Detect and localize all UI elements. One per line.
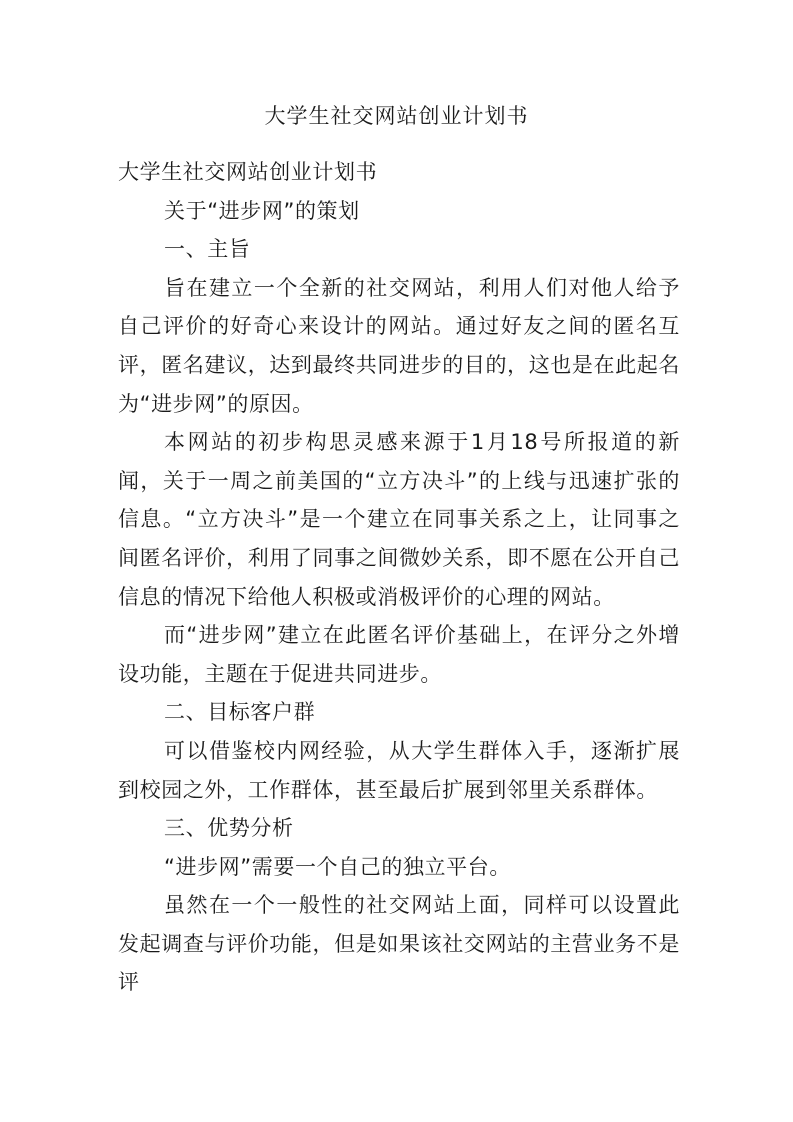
section-heading-target-customers: 二、目标客户群 [164,700,316,725]
section-heading-advantages: 三、优势分析 [164,816,294,841]
plan-heading: 关于“进步网”的策划 [164,198,360,223]
section-heading-purpose: 一、主旨 [164,237,251,262]
paragraph-target-customers: 可以借鉴校内网经验，从大学生群体入手，逐渐扩展到校园之外，工作群体，甚至最后扩展到邻里关系群体。 [118,738,680,802]
paragraph-inspiration: 本网站的初步构思灵感来源于1月18号所报道的新闻，关于一周之前美国的“立方决斗”的上线与迅速扩张的信息。“立方决斗”是一个建立在同事关系之上，让同事之间匿名评价，利用了同事之间微妙关系，即不愿在公开自己信息的情况下给他人积极或消极评价的心理的网站。 [118,430,680,609]
document-body [118,153,680,1002]
paragraph-purpose: 旨在建立一个全新的社交网站，利用人们对他人给予自己评价的好奇心来设计的网站。通过好友之间的匿名互评，匿名建议，达到最终共同进步的目的，这也是在此起名为“进步网”的原因。 [118,275,680,416]
paragraph-general-site: 虽然在一个一般性的社交网站上面，同样可以设置此发起调查与评价功能，但是如果该社交网站的主营业务不是评 [118,893,680,995]
paragraph-feature: 而“进步网”建立在此匿名评价基础上，在评分之外增设功能，主题在于促进共同进步。 [118,623,680,686]
paragraph-platform: “进步网”需要一个自己的独立平台。 [164,854,511,879]
document-title: 大学生社交网站创业计划书 [264,104,529,128]
document-subtitle: 大学生社交网站创业计划书 [118,160,378,184]
